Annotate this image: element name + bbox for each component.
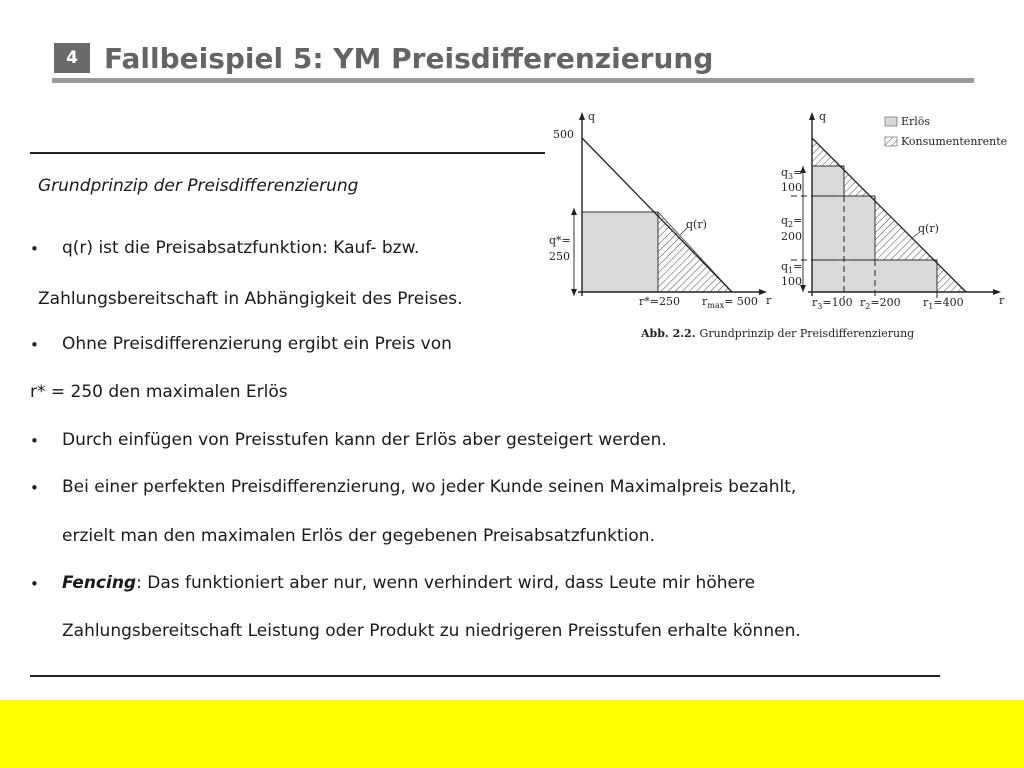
text-line-2: Zahlungsbereitschaft in Abhängigkeit des Preises. <box>38 289 463 309</box>
r-star-label: r*=250 <box>639 295 680 308</box>
footer-band <box>0 700 1024 768</box>
legend-revenue-swatch <box>885 117 897 126</box>
text-line-6: Bei einer perfekten Preisdifferenzierung, wo jeder Kunde seinen Maximalpreis bezahlt, <box>62 477 797 497</box>
left-curve-label: q(r) <box>686 218 707 231</box>
text-line-4: r* = 250 den maximalen Erlös <box>30 382 288 402</box>
legend-surplus-label: Konsumentenrente <box>901 135 1008 148</box>
r2-label: $r_2=200$ <box>860 296 901 311</box>
q1-label: $q_1=$ <box>781 260 803 275</box>
q-star-label-1: q*= <box>549 234 571 247</box>
bottom-divider <box>30 675 940 677</box>
r3-label: $r_3=100$ <box>812 296 853 311</box>
bullet-1: • <box>30 240 39 258</box>
revenue-step-3 <box>812 166 844 196</box>
figure-legend <box>885 115 1007 148</box>
right-y-axis-label: q <box>819 110 827 123</box>
left-x-axis-label: r <box>766 294 772 307</box>
figure-caption: Abb. 2.2. Grundprinzip der Preisdifferenzierung <box>641 327 915 340</box>
q3-label: $q_3=$ <box>781 166 803 181</box>
q1-value: 100 <box>781 275 802 288</box>
text-line-1: q(r) ist die Preisabsatzfunktion: Kauf- bzw. <box>62 238 420 258</box>
right-curve-label: q(r) <box>918 222 939 235</box>
title-underline <box>52 78 974 83</box>
revenue-area <box>582 212 658 292</box>
left-y-axis-label: q <box>588 110 596 123</box>
q2-value: 200 <box>781 230 802 243</box>
r1-label: $r_1=400$ <box>923 296 964 311</box>
q2-label: $q_2=$ <box>781 214 803 229</box>
bullet-4: • <box>30 479 39 497</box>
right-x-axis-label: r <box>999 294 1005 307</box>
left-y-max-label: 500 <box>553 128 574 141</box>
bullet-3: • <box>30 432 39 450</box>
fencing-term: Fencing <box>62 573 137 593</box>
bullet-2: • <box>30 336 39 354</box>
left-diagram <box>549 110 772 310</box>
r-max-label: $r_{max}= 500$ <box>702 295 758 310</box>
top-divider <box>30 152 545 154</box>
legend-surplus-swatch <box>885 137 897 146</box>
bullet-5: • <box>30 575 39 593</box>
section-subheading: Grundprinzip der Preisdifferenzierung <box>38 176 359 196</box>
q-star-label-2: 250 <box>549 250 570 263</box>
text-line-9: Zahlungsbereitschaft Leistung oder Produkt zu niedrigeren Preisstufen erhalte können. <box>62 621 801 641</box>
fencing-text: : Das funktioniert aber nur, wenn verhindert wird, dass Leute mir höhere <box>136 573 756 593</box>
text-line-3: Ohne Preisdifferenzierung ergibt ein Preis von <box>62 334 452 354</box>
legend-revenue-label: Erlös <box>901 115 931 128</box>
text-line-8 <box>62 573 755 593</box>
slide-title: Fallbeispiel 5: YM Preisdifferenzierung <box>104 42 714 75</box>
figure-svg <box>540 108 1010 354</box>
text-line-5: Durch einfügen von Preisstufen kann der Erlös aber gesteigert werden. <box>62 430 667 450</box>
slide-number: 4 <box>54 43 90 73</box>
text-line-7: erzielt man den maximalen Erlös der gegebenen Preisabsatzfunktion. <box>62 526 655 546</box>
q3-value: 100 <box>781 181 802 194</box>
price-discrimination-figure <box>540 108 1010 354</box>
